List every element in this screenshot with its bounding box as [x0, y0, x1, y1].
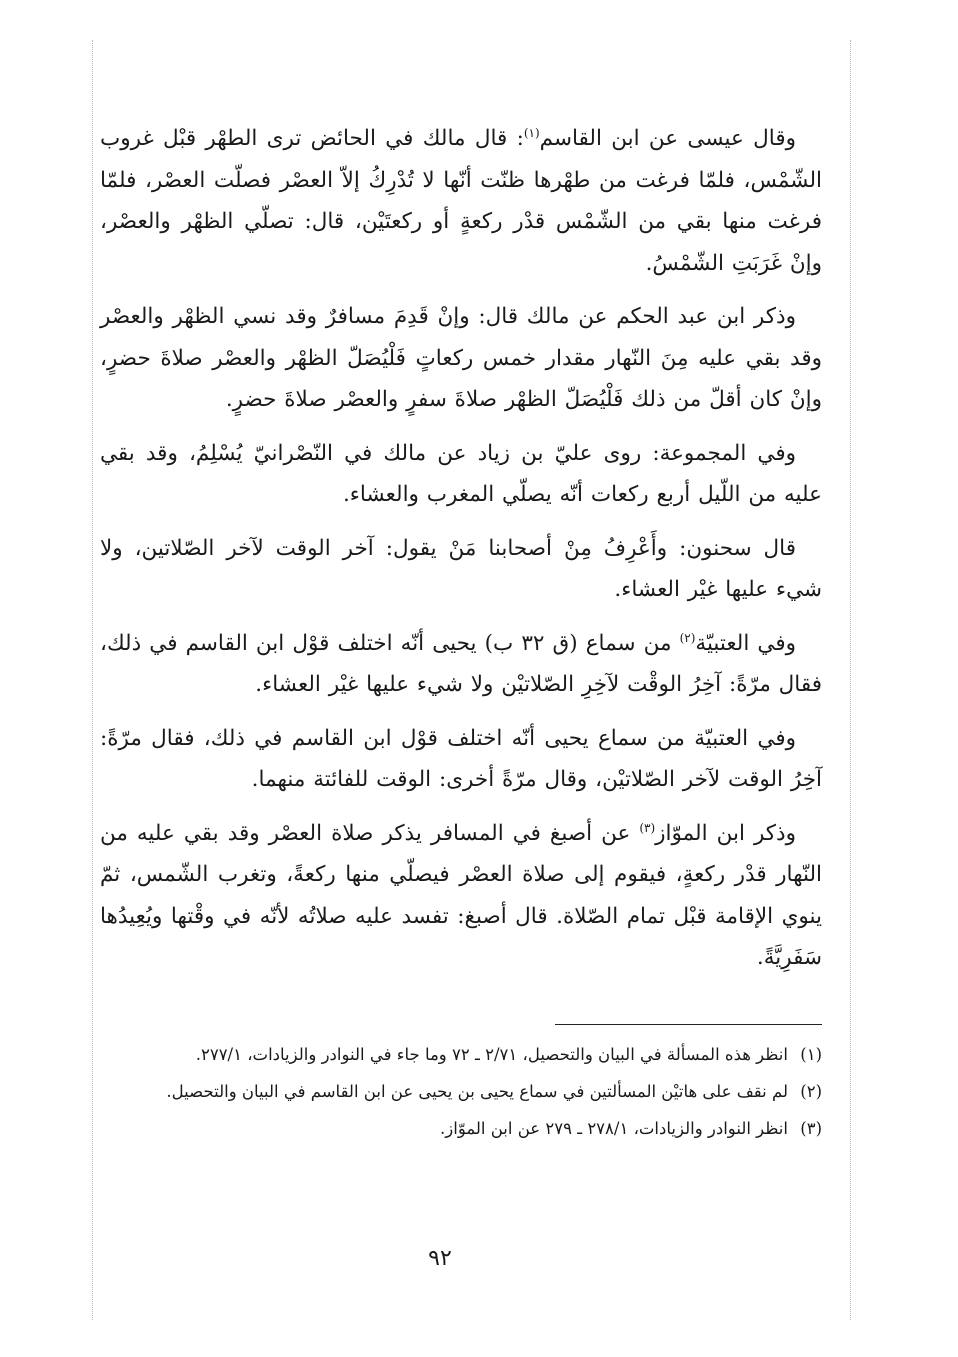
footnote-number: (١) — [800, 1045, 822, 1064]
footnote-ref-3[interactable]: (٣) — [639, 820, 656, 835]
margin-guide-left — [92, 40, 93, 1320]
footnote-number: (٣) — [800, 1119, 822, 1138]
paragraph-5: وفي العتبيّة$^{(٢)}$ من سماع (ق ٣٢ ب) يحيى أنّه اختلف قوْل ابن القاسم في ذلك، فقال مرّةً: آخِرُ الوقْت لآخِرِ الصّلاتيْن ولا شيء عليها غيْر العشاء. — [100, 630, 822, 697]
footnote-text: انظر النوادر والزيادات، ٢٧٨/١ ـ ٢٧٩ عن ابن الموّاز. — [440, 1119, 788, 1138]
footnote-divider — [555, 1024, 822, 1025]
footnotes — [100, 1038, 822, 1149]
margin-guide-right — [850, 40, 851, 1320]
footnote-text: انظر هذه المسألة في البيان والتحصيل، ٢/٧١ ـ ٧٢ وما جاء في النوادر والزيادات، ٢٧٧/١. — [195, 1045, 788, 1064]
footnote-1 — [100, 1038, 822, 1071]
footnote-number: (٢) — [800, 1082, 822, 1101]
footnote-ref-1[interactable]: (١) — [523, 126, 540, 140]
paragraph-2: وذكر ابن عبد الحكم عن مالك قال: وإنْ قَدِمَ مسافرٌ وقد نسي الظهْر والعصْر وقد بقي عليه مِنَ النّهار مقدار خمس ركعاتٍ فَلْيُصَلّ الظهْر والعصْر صلاةَ حضرٍ، وإنْ كان أقلّ من ذلك فَلْيُصَلّ الظهْر صلاةَ سفرٍ والعصْر صلاةَ حضرٍ. — [100, 304, 822, 412]
footnote-text: لم نقف على هاتيْن المسألتين في سماع يحيى بن يحيى عن ابن القاسم في البيان والتحصيل. — [166, 1082, 788, 1101]
paragraph-1: وقال عيسى عن ابن القاسم$^{(١)}$: قال مالك في الحائض ترى الطهْر قبْل غروب الشّمْس، فلمّا فرغت من طهْرها ظنّت أنّها لا تُدْرِكُ إلاّ العصْر فصلّت العصْر، فلمّا فرغت منها بقي من الشّمْس قدْر ركعةٍ أو ركعتَيْن، قال: تصلّي الظهْر والعصْر، وإنْ غَرَبَتِ الشّمْسُ. — [100, 126, 822, 276]
paragraph-3: وفي المجموعة: روى عليّ بن زياد عن مالك في النّصْرانيّ يُسْلِمُ، وقد بقي عليه من اللّيل أربع ركعات أنّه يصلّي المغرب والعشاء. — [100, 440, 822, 507]
footnote-2 — [100, 1075, 822, 1108]
paragraph-6: وفي العتبيّة من سماع يحيى أنّه اختلف قوْل ابن القاسم في ذلك، فقال مرّةً: آخِرُ الوقت لآخر الصّلاتيْن، وقال مرّةً أخرى: الوقت للفائتة منهما. — [100, 725, 822, 792]
footnote-ref-2[interactable]: (٢) — [679, 630, 696, 645]
page-number: ٩٢ — [428, 1246, 452, 1271]
paragraph-4: قال سحنون: وأَعْرِفُ مِنْ أصحابنا مَنْ يقول: آخر الوقت لآخر الصّلاتين، ولا شيء عليها غيْر العشاء. — [100, 535, 822, 602]
main-text — [100, 118, 822, 991]
paragraph-7: وذكر ابن الموّاز$^{(٣)}$ عن أصبغ في المسافر يذكر صلاة العصْر وقد بقي عليه من النّهار قدْر ركعةٍ، فيقوم إلى صلاة العصْر فيصلّي منها ركعةً، وتغرب الشّمس، ثمّ ينوي الإقامة قبْل تمام الصّلاة. قال أصبغ: تفسد عليه صلاتُه لأنّه في وقْتها ويُعِيدُها سَفَرِيَّةً. — [100, 820, 822, 970]
footnote-3 — [100, 1112, 822, 1145]
